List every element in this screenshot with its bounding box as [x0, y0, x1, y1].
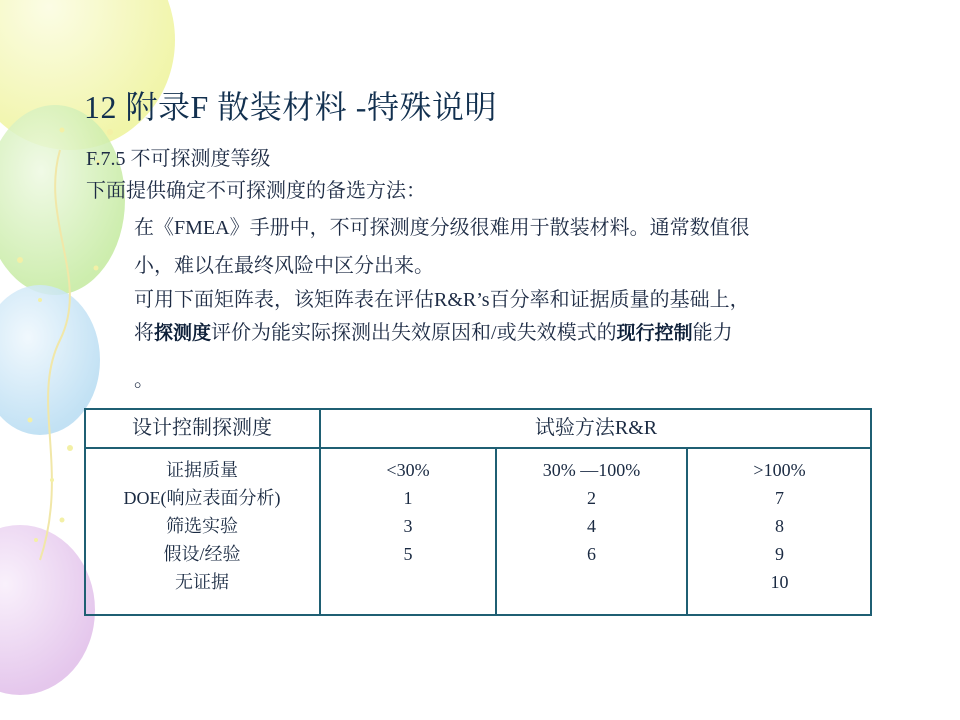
rr-lt30-doe: 1 — [403, 488, 413, 508]
evidence-row-doe: DOE(响应表面分析) — [123, 488, 281, 508]
paragraph-2-line-3: 。 — [134, 369, 154, 391]
intro-text: 下面提供确定不可探测度的备选方法： — [86, 180, 426, 202]
rr-30-100-screening: 4 — [587, 516, 596, 536]
rr-gt100-screening: 8 — [775, 516, 784, 536]
rr-gt100-none: 10 — [770, 572, 789, 592]
slide-title: 12 附录F 散装材料 -特殊说明 — [84, 89, 497, 125]
section-heading: F.7.5 不可探测度等级 — [86, 148, 271, 170]
rr-30-100-header: 30% —100% — [542, 460, 641, 480]
evidence-row-none: 无证据 — [175, 572, 229, 592]
column-evidence-quality — [84, 448, 320, 616]
evidence-row-assumption: 假设/经验 — [163, 544, 241, 564]
paragraph-1-line-2: 小，难以在最终风险中区分出来。 — [134, 255, 434, 277]
rr-gt100-header: >100% — [753, 460, 806, 480]
para2-text-c: 评价为能实际探测出失效原因和/或失效模式的 — [211, 322, 617, 344]
rr-lt30-assumption: 5 — [403, 544, 413, 564]
emphasis-current-control: 现行控制 — [616, 322, 693, 344]
paragraph-2-line-1: 可用下面矩阵表，该矩阵表在评估R&R’s百分率和证据质量的基础上， — [134, 289, 750, 311]
paragraph-1-line-1: 在《FMEA》手册中，不可探测度分级很难用于散装材料。通常数值很 — [134, 217, 750, 239]
paragraph-2-line-2 — [134, 319, 733, 347]
para2-text-a: 将 — [134, 322, 154, 344]
header-design-control: 设计控制探测度 — [132, 417, 272, 439]
rr-lt30-header: <30% — [386, 460, 430, 480]
evidence-row-header: 证据质量 — [166, 460, 238, 480]
evidence-row-screening: 筛选实验 — [166, 516, 238, 536]
rr-30-100-doe: 2 — [587, 488, 596, 508]
column-rr-30-100 — [496, 448, 687, 616]
rr-gt100-assumption: 9 — [775, 544, 784, 564]
column-rr-gt100 — [687, 448, 872, 616]
para2-text-e: 能力 — [692, 322, 733, 344]
balloon-purple — [0, 525, 95, 695]
detection-matrix-table — [84, 408, 872, 616]
rr-gt100-doe: 7 — [775, 488, 784, 508]
rr-lt30-screening: 3 — [403, 516, 413, 536]
rr-30-100-assumption: 6 — [587, 544, 596, 564]
emphasis-detection: 探测度 — [154, 322, 212, 344]
column-rr-lt30 — [320, 448, 496, 616]
header-test-method-rr: 试验方法R&R — [534, 417, 658, 439]
